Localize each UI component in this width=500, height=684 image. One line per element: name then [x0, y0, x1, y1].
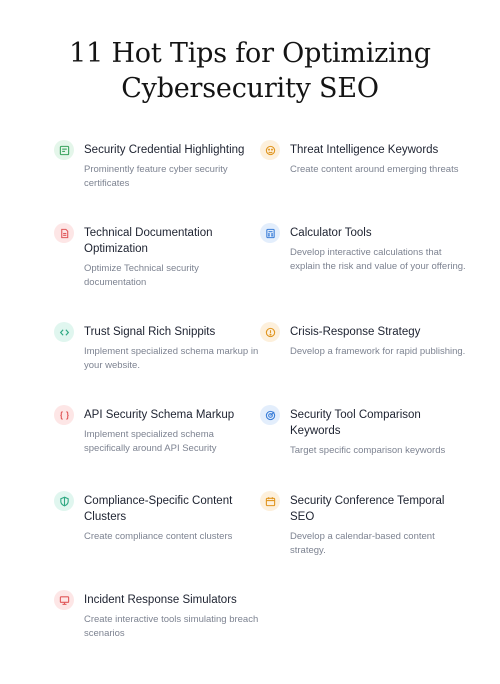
document-icon: [54, 223, 74, 243]
shield-icon: [54, 491, 74, 511]
code-icon: [54, 322, 74, 342]
tip-threat-intelligence-keywords: [290, 142, 468, 177]
tip-description: Prominently feature cyber security certificates: [84, 164, 228, 189]
tip-security-credential-highlighting: [84, 142, 262, 190]
target-icon: [260, 405, 280, 425]
tip-crisis-response-strategy: [290, 324, 468, 359]
tip-security-tool-comparison-keywords: [290, 407, 468, 458]
tip-title: Crisis-Response Strategy: [290, 326, 421, 338]
tip-description: Optimize Technical security documentation: [84, 263, 199, 288]
page-title: [0, 36, 500, 106]
tip-description: Target specific comparison keywords: [290, 445, 446, 456]
tip-description: Implement specialized schema markup in your website.: [84, 346, 259, 371]
title-line-2: Cybersecurity SEO: [121, 73, 379, 104]
tip-compliance-specific-content-clusters: [84, 493, 262, 544]
tip-description: Create content around emerging threats: [290, 164, 459, 175]
tip-title: Compliance-Specific Content Clusters: [84, 495, 233, 523]
alert-circle-icon: [260, 322, 280, 342]
title-line-1: 11 Hot Tips for Optimizing: [69, 38, 431, 69]
tip-api-security-schema-markup: [84, 407, 262, 455]
tip-calculator-tools: [290, 225, 468, 273]
calculator-icon: [260, 223, 280, 243]
monitor-icon: [54, 590, 74, 610]
tip-incident-response-simulators: [84, 592, 262, 640]
tip-description: Implement specialized schema specifically around API Security: [84, 429, 217, 454]
tip-description: Create compliance content clusters: [84, 531, 233, 542]
tip-description: Develop interactive calculations that explain the risk and value of your offering.: [290, 247, 466, 272]
tip-title: Security Credential Highlighting: [84, 144, 245, 156]
tip-description: Develop a framework for rapid publishing.: [290, 346, 466, 357]
tip-title: Security Tool Comparison Keywords: [290, 409, 421, 437]
calendar-icon: [260, 491, 280, 511]
tip-description: Develop a calendar-based content strategy.: [290, 531, 435, 556]
tip-technical-documentation-optimization: [84, 225, 262, 289]
tip-title: Trust Signal Rich Snippits: [84, 326, 216, 338]
tip-title: Incident Response Simulators: [84, 594, 237, 606]
tip-title: Technical Documentation Optimization: [84, 227, 213, 255]
tip-security-conference-temporal-seo: [290, 493, 468, 557]
tip-title: Security Conference Temporal SEO: [290, 495, 445, 523]
tip-trust-signal-rich-snippits: [84, 324, 262, 372]
tip-title: Calculator Tools: [290, 227, 372, 239]
code-braces-icon: [54, 405, 74, 425]
tip-description: Create interactive tools simulating breach scenarios: [84, 614, 259, 639]
certificate-icon: [54, 140, 74, 160]
target-face-icon: [260, 140, 280, 160]
tip-title: Threat Intelligence Keywords: [290, 144, 439, 156]
tip-title: API Security Schema Markup: [84, 409, 235, 421]
